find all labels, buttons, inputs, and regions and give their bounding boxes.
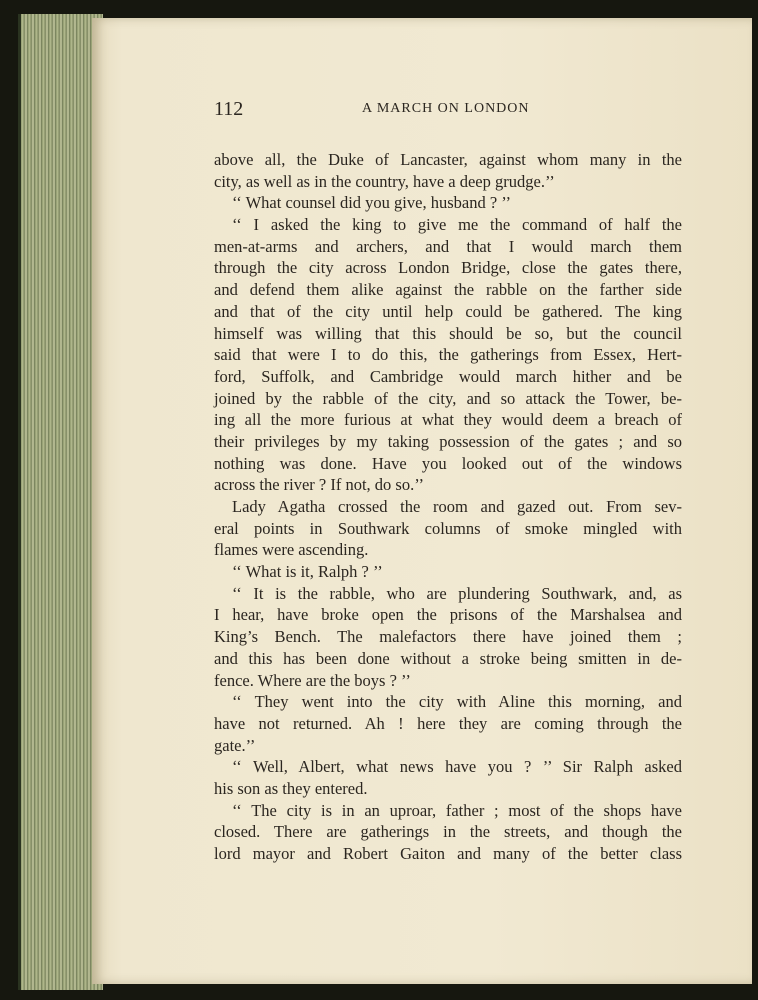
text-line: eral points in Southwark columns of smoke mingled with	[214, 518, 682, 538]
text-line: Lady Agatha crossed the room and gazed out. From sev-	[232, 497, 682, 516]
text-line: men-at-arms and archers, and that I would march them	[214, 236, 682, 256]
text-line: nothing was done. Have you looked out of the windows	[214, 453, 682, 473]
text-line: above all, the Duke of Lancaster, against whom many in the	[214, 150, 682, 169]
text-line: ‘‘ I asked the king to give me the command of half the	[232, 215, 682, 235]
text-line: and this has been done without a stroke being smitten in de-	[214, 648, 682, 668]
text-line: ing all the more furious at what they would deem a breach of	[214, 410, 682, 430]
text-line: flames were ascending.	[214, 540, 369, 560]
text-line: city, as well as in the country, have a deep grudge.’’	[214, 171, 555, 191]
text-line: joined by the rabble of the city, and so attack the Tower, be-	[214, 388, 682, 408]
book-page	[92, 18, 752, 984]
text-line: fence. Where are the boys ? ’’	[214, 670, 411, 690]
text-line: ‘‘ What is it, Ralph ? ’’	[232, 562, 383, 582]
text-line: have not returned. Ah ! here they are coming through the	[214, 713, 682, 733]
text-line: and that of the city until help could be gathered. The king	[214, 301, 682, 321]
text-line: and defend them alike against the rabble on the farther side	[214, 280, 682, 300]
text-line: their privileges by my taking possession of the gates ; and so	[214, 431, 682, 451]
text-line: his son as they entered.	[214, 778, 368, 798]
text-line: gate.’’	[214, 735, 256, 755]
text-line: I hear, have broke open the prisons of the Marshalsea and	[214, 605, 682, 625]
text-line: ‘‘ What counsel did you give, husband ? ’’	[232, 193, 512, 213]
text-line: King’s Bench. The malefactors there have joined them ;	[214, 627, 682, 647]
running-title: A MARCH ON LONDON	[362, 101, 530, 116]
text-line: himself was willing that this should be so, but the council	[214, 323, 682, 343]
text-line: lord mayor and Robert Gaiton and many of the better class	[214, 844, 682, 863]
page-header	[92, 98, 752, 122]
text-line: ‘‘ The city is in an uproar, father ; most of the shops have	[232, 800, 682, 820]
text-line: ford, Suffolk, and Cambridge would march hither and be	[214, 366, 682, 386]
text-line: ‘‘ Well, Albert, what news have you ? ’’ Sir Ralph asked	[232, 757, 682, 777]
text-line: across the river ? If not, do so.’’	[214, 475, 424, 495]
text-line: said that were I to do this, the gatherings from Essex, Hert-	[214, 345, 682, 365]
page-edges	[18, 14, 103, 990]
text-line: through the city across London Bridge, close the gates there,	[214, 258, 682, 278]
text-line: ‘‘ It is the rabble, who are plundering Southwark, and, as	[232, 583, 682, 603]
text-line: ‘‘ They went into the city with Aline this morning, and	[232, 692, 682, 712]
page-number: 112	[214, 98, 244, 120]
body-text	[214, 149, 682, 865]
text-line: closed. There are gatherings in the streets, and though the	[214, 822, 682, 842]
